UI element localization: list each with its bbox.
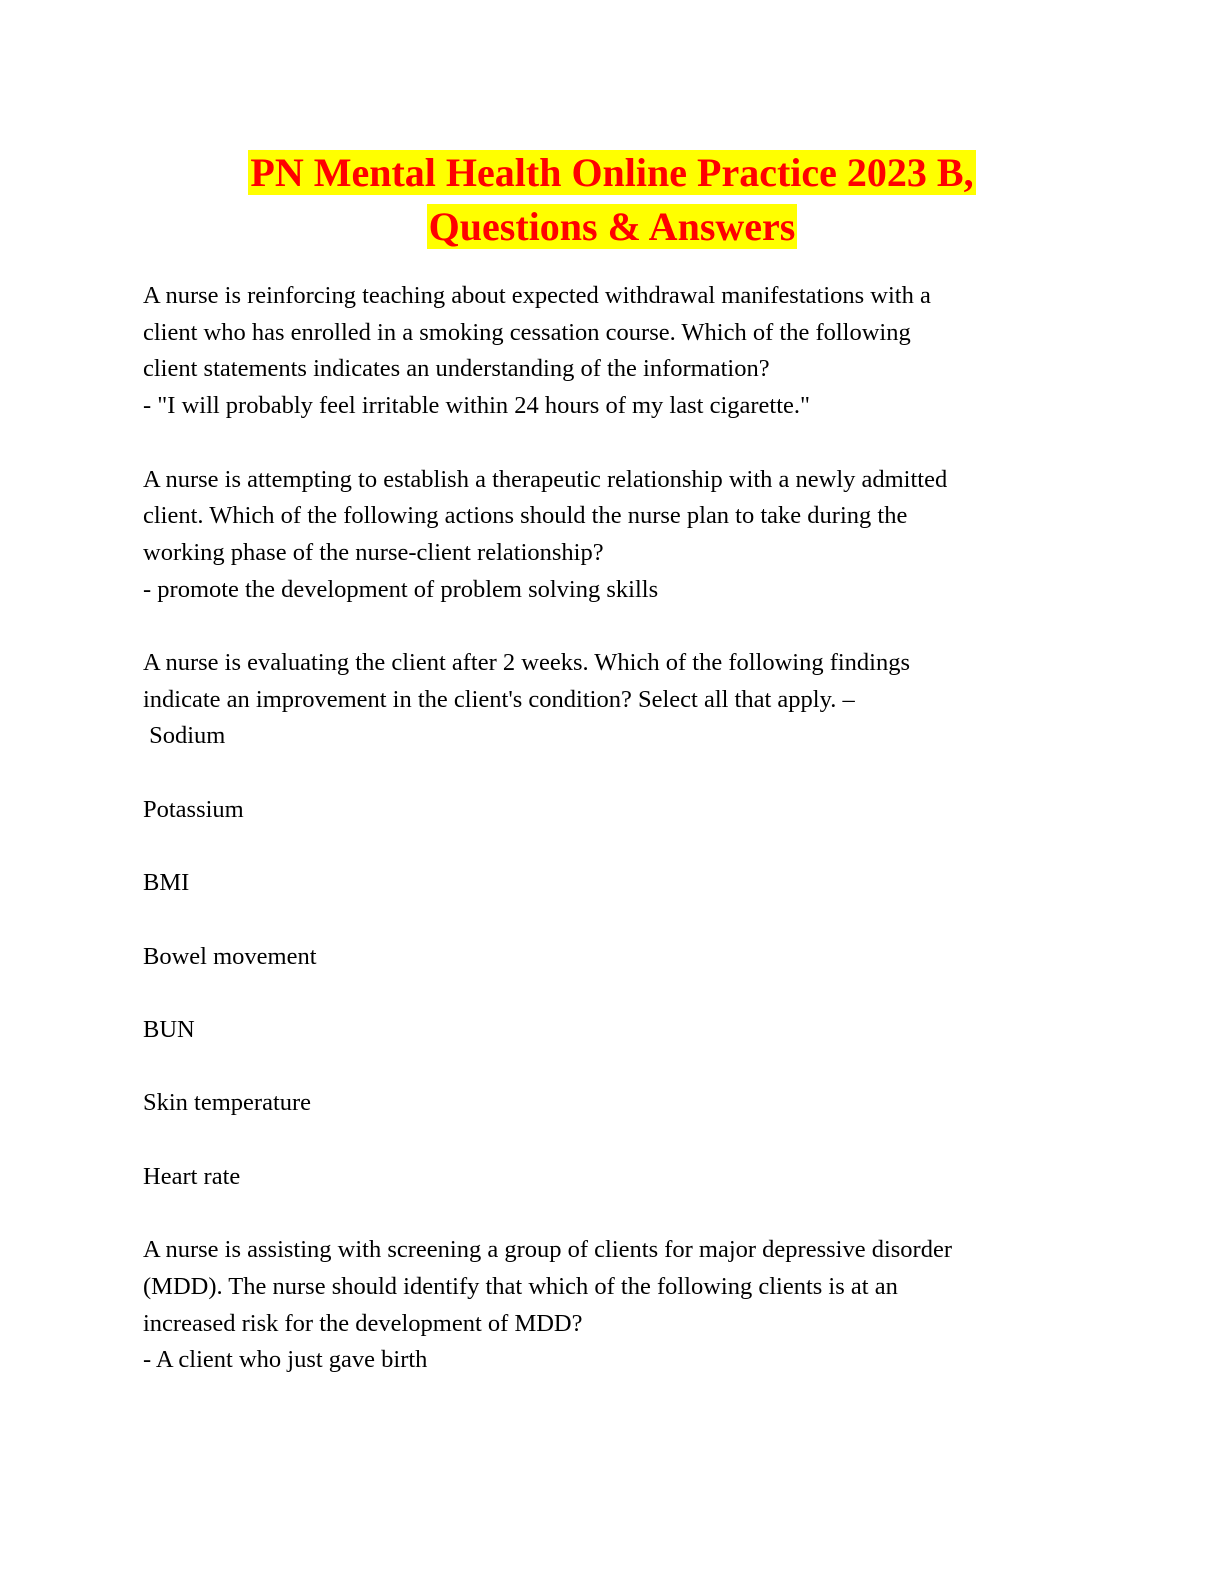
question-1-line-2: client who has enrolled in a smoking cessation course. Which of the following <box>143 318 911 346</box>
question-3-option: Skin temperature <box>143 1089 312 1117</box>
question-1-line-3: client statements indicates an understanding of the information? <box>143 355 770 383</box>
question-3-option: Potassium <box>143 795 244 823</box>
question-2-answer: - promote the development of problem solving skills <box>143 575 659 603</box>
title-highlight-2: Questions & Answers <box>428 204 796 249</box>
question-2-line-2: client. Which of the following actions should the nurse plan to take during the <box>143 502 908 530</box>
question-3-option: BMI <box>143 869 190 897</box>
question-1-answer: - "I will probably feel irritable within 24 hours of my last cigarette." <box>143 392 811 420</box>
question-3-option: Bowel movement <box>143 942 317 970</box>
question-4-line-1: A nurse is assisting with screening a group of clients for major depressive disorder <box>143 1236 953 1264</box>
question-3-line-1: A nurse is evaluating the client after 2 weeks. Which of the following findings <box>143 649 911 676</box>
question-1-line-1: A nurse is reinforcing teaching about expected withdrawal manifestations with a <box>143 282 931 309</box>
question-4-line-3: increased risk for the development of MDD? <box>143 1309 583 1337</box>
question-3-option: Heart rate <box>143 1162 241 1190</box>
title-highlight-1: PN Mental Health Online Practice 2023 B, <box>250 150 974 195</box>
question-2-line-3: working phase of the nurse-client relationship? <box>143 538 604 566</box>
document-title-line-1 <box>0 146 1224 200</box>
question-3-answer: Sodium <box>143 722 226 750</box>
question-4-line-2: (MDD). The nurse should identify that which of the following clients is at an <box>143 1272 898 1300</box>
question-2-line-1: A nurse is attempting to establish a therapeutic relationship with a newly admitted <box>143 465 948 493</box>
question-4-answer: - A client who just gave birth <box>143 1346 428 1374</box>
question-3-option: BUN <box>143 1016 195 1043</box>
question-3-line-2: indicate an improvement in the client's condition? Select all that apply. – <box>143 685 855 713</box>
document-title-line-2 <box>0 200 1224 254</box>
